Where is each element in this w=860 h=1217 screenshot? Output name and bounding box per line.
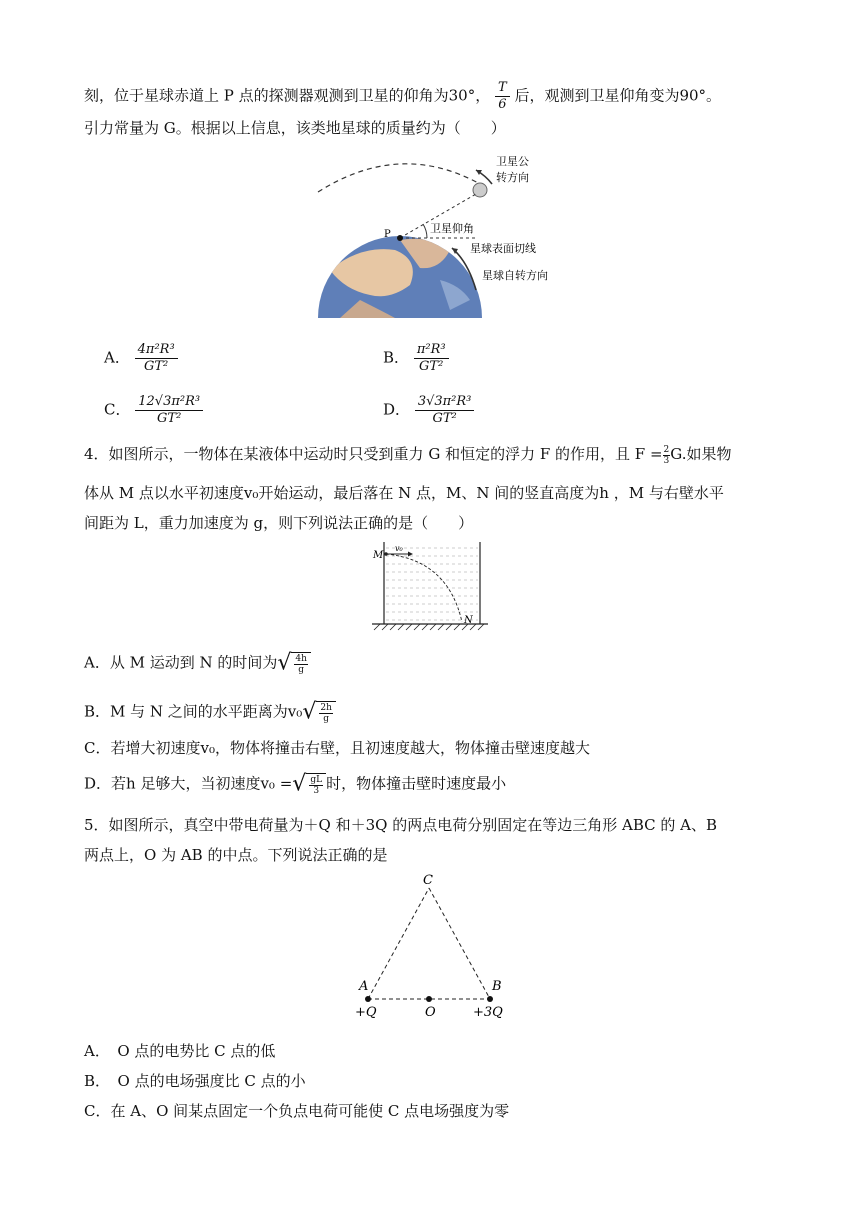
label-p: P	[384, 229, 391, 240]
q5-text-line-1: 5．如图所示，真空中带电荷量为＋Q 和＋3Q 的两点电荷分别固定在等边三角形 ABC 的 A、B	[84, 816, 717, 834]
side-ac	[368, 888, 429, 999]
point-o-marker	[426, 996, 432, 1002]
fraction-denominator: 3	[313, 785, 320, 796]
side-bc	[429, 888, 490, 999]
liquid-lines	[386, 548, 478, 620]
option-letter: C．	[104, 400, 131, 419]
label-a: A	[359, 979, 369, 994]
label-charge-a: +Q	[355, 1005, 377, 1020]
q4-text-line-2: 体从 M 点以水平初速度v₀开始运动，最后落在 N 点，M、N 间的竖直高度为h ，M 与右壁水平	[84, 484, 724, 502]
option-denominator: GT²	[144, 359, 169, 374]
fraction-denominator: g	[323, 713, 329, 724]
q5-option-b[interactable]: B． O 点的电场强度比 C 点的小	[84, 1072, 306, 1090]
fraction-numerator: 2h	[320, 702, 332, 713]
q4-option-a[interactable]	[84, 652, 311, 675]
fraction-denominator: g	[298, 664, 305, 675]
label-elevation-angle: 卫星仰角	[430, 222, 474, 235]
label-c: C	[423, 873, 433, 888]
option-numerator: 12√3π²R³	[135, 394, 203, 411]
q4-line1-tail: G.如果物	[670, 445, 732, 463]
q4-option-d[interactable]	[84, 773, 506, 796]
q4-text-line-3: 间距为 L，重力加速度为 g，则下列说法正确的是（ ）	[84, 514, 474, 532]
option-denominator: GT²	[432, 411, 457, 426]
satellite-orbit-path	[318, 164, 480, 192]
option-text-tail: 时，物体撞击壁时速度最小	[326, 774, 507, 793]
option-text: D．若h 足够大，当初速度v₀ =	[84, 774, 293, 793]
point-b-marker	[487, 996, 493, 1002]
label-orbit-direction-2: 转方向	[496, 171, 529, 184]
option-denominator: GT²	[419, 359, 444, 374]
option-letter: D．	[383, 400, 411, 419]
q5-option-c[interactable]: C．在 A、O 间某点固定一个负点电荷可能使 C 点电场强度为零	[84, 1102, 510, 1120]
fraction-denominator: 3	[663, 455, 670, 466]
q3-text-line-2: 引力常量为 G。根据以上信息，该类地星球的质量约为（ ）	[84, 119, 506, 137]
q4-liquid-container-figure	[368, 538, 492, 634]
q5-triangle-figure	[345, 870, 520, 1020]
option-text: A．从 M 运动到 N 的时间为	[84, 653, 278, 672]
q3-text-line-1	[84, 80, 721, 113]
q5-option-a[interactable]: A． O 点的电势比 C 点的低	[84, 1042, 276, 1060]
label-b: B	[492, 979, 502, 994]
label-charge-b: +3Q	[473, 1005, 503, 1020]
sqrt-icon: √	[277, 650, 292, 676]
label-m: M	[373, 550, 384, 561]
q3-option-c[interactable]	[104, 394, 203, 427]
fraction-numerator: gL	[310, 774, 323, 785]
q3-planet-figure	[300, 150, 570, 322]
q4-line1-text: 4．如图所示，一物体在某液体中运动时只受到重力 G 和恒定的浮力 F 的作用，且 F =	[84, 445, 663, 463]
option-letter: A．	[104, 348, 130, 367]
q5-text-line-2: 两点上，O 为 AB 的中点。下列说法正确的是	[84, 846, 388, 864]
label-tangent-line: 星球表面切线	[470, 242, 536, 255]
option-text: B．M 与 N 之间的水平距离为v₀	[84, 702, 303, 721]
fraction-numerator: 4h	[295, 653, 307, 664]
q3-option-a[interactable]	[104, 342, 178, 375]
fraction-numerator: 2	[663, 444, 670, 455]
sqrt-icon: √	[292, 771, 307, 797]
point-a-marker	[365, 996, 371, 1002]
sqrt-icon: √	[302, 699, 317, 725]
option-numerator: 3√3π²R³	[415, 394, 475, 411]
q3-line1-text: 刻，位于星球赤道上 P 点的探测器观测到卫星的仰角为30°，	[84, 86, 491, 105]
label-v0: v₀	[395, 544, 403, 553]
elevation-angle-arc	[423, 224, 427, 238]
q4-text-line-1	[84, 444, 731, 466]
option-denominator: GT²	[157, 411, 182, 426]
point-m-marker	[384, 552, 388, 556]
q4-option-b[interactable]	[84, 701, 336, 724]
option-letter: B．	[383, 348, 410, 367]
fraction-numerator: T	[495, 80, 510, 97]
option-numerator: 4π²R³	[135, 342, 178, 359]
label-orbit-direction-1: 卫星公	[496, 155, 529, 168]
q3-line1-tail: 后，观测到卫星仰角变为90°。	[514, 86, 722, 105]
label-rotation-direction: 星球自转方向	[482, 269, 548, 282]
label-o: O	[425, 1005, 436, 1020]
q3-time-fraction	[495, 80, 510, 113]
q3-option-d[interactable]	[383, 394, 474, 427]
label-n: N	[464, 615, 473, 626]
option-numerator: π²R³	[414, 342, 449, 359]
q3-option-b[interactable]	[383, 342, 449, 375]
point-p-marker	[397, 235, 403, 241]
fraction-denominator: 6	[498, 97, 507, 112]
q4-option-c[interactable]: C．若增大初速度v₀，物体将撞击右壁，且初速度越大，物体撞击壁速度越大	[84, 739, 590, 757]
